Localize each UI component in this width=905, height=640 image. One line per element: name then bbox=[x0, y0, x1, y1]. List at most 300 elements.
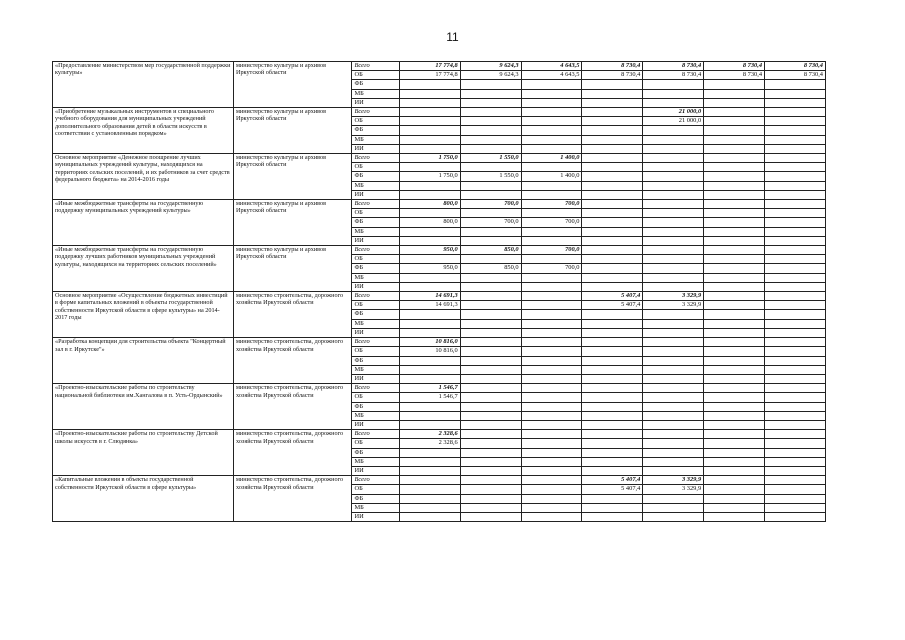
year-amount-cell: 14 691,3 bbox=[399, 292, 460, 301]
year-amount-cell bbox=[765, 476, 826, 485]
year-amount-cell bbox=[704, 411, 765, 420]
year-amount-cell bbox=[643, 154, 704, 163]
year-amount-cell bbox=[521, 466, 582, 475]
table-row bbox=[53, 154, 826, 163]
year-amount-cell: 8 730,4 bbox=[704, 71, 765, 80]
year-amount-cell: 700,0 bbox=[460, 218, 521, 227]
year-amount-cell bbox=[643, 430, 704, 439]
year-amount-cell bbox=[765, 328, 826, 337]
year-amount-cell bbox=[521, 190, 582, 199]
year-amount-cell bbox=[765, 485, 826, 494]
year-amount-cell bbox=[582, 190, 643, 199]
funding-source-cell: Всего bbox=[352, 246, 399, 255]
funding-source-cell: МБ bbox=[352, 135, 399, 144]
year-amount-cell bbox=[399, 126, 460, 135]
funding-source-cell: ФБ bbox=[352, 448, 399, 457]
year-amount-cell bbox=[521, 411, 582, 420]
funding-source-cell: МБ bbox=[352, 227, 399, 236]
year-amount-cell bbox=[521, 430, 582, 439]
funding-source-cell: ОБ bbox=[352, 255, 399, 264]
year-amount-cell bbox=[704, 89, 765, 98]
year-amount-cell bbox=[399, 411, 460, 420]
year-amount-cell bbox=[582, 347, 643, 356]
year-amount-cell: 17 774,8 bbox=[399, 71, 460, 80]
year-amount-cell bbox=[521, 384, 582, 393]
year-amount-cell: 700,0 bbox=[460, 200, 521, 209]
executor-cell: министерство строительства, дорожного хозяйства Иркутской области bbox=[233, 430, 352, 476]
year-amount-cell bbox=[704, 264, 765, 273]
year-amount-cell bbox=[643, 246, 704, 255]
funding-source-cell: ФБ bbox=[352, 218, 399, 227]
funding-source-cell: ОБ bbox=[352, 209, 399, 218]
funding-source-cell: ОБ bbox=[352, 439, 399, 448]
year-amount-cell bbox=[765, 430, 826, 439]
year-amount-cell bbox=[460, 144, 521, 153]
year-amount-cell: 8 730,4 bbox=[643, 71, 704, 80]
funding-source-cell: МБ bbox=[352, 273, 399, 282]
year-amount-cell bbox=[521, 494, 582, 503]
year-amount-cell bbox=[643, 209, 704, 218]
year-amount-cell bbox=[521, 135, 582, 144]
year-amount-cell bbox=[643, 439, 704, 448]
year-amount-cell bbox=[704, 218, 765, 227]
year-amount-cell: 5 407,4 bbox=[582, 301, 643, 310]
funding-source-cell: ФБ bbox=[352, 402, 399, 411]
year-amount-cell bbox=[643, 457, 704, 466]
year-amount-cell bbox=[643, 393, 704, 402]
year-amount-cell bbox=[399, 512, 460, 521]
year-amount-cell bbox=[765, 163, 826, 172]
year-amount-cell bbox=[582, 181, 643, 190]
table-row bbox=[53, 384, 826, 393]
year-amount-cell bbox=[704, 236, 765, 245]
year-amount-cell bbox=[521, 439, 582, 448]
year-amount-cell bbox=[460, 227, 521, 236]
year-amount-cell bbox=[704, 448, 765, 457]
year-amount-cell bbox=[643, 172, 704, 181]
year-amount-cell bbox=[521, 420, 582, 429]
year-amount-cell: 8 730,4 bbox=[582, 62, 643, 71]
year-amount-cell: 1 400,0 bbox=[521, 154, 582, 163]
year-amount-cell bbox=[704, 181, 765, 190]
year-amount-cell bbox=[399, 163, 460, 172]
activity-name-cell: «Иные межбюджетные трансферты на государственную поддержку муниципальных учреждений культуры» bbox=[53, 200, 234, 246]
year-amount-cell bbox=[643, 181, 704, 190]
year-amount-cell bbox=[460, 80, 521, 89]
year-amount-cell: 8 730,4 bbox=[765, 62, 826, 71]
year-amount-cell bbox=[399, 80, 460, 89]
year-amount-cell bbox=[399, 466, 460, 475]
year-amount-cell bbox=[582, 144, 643, 153]
year-amount-cell bbox=[521, 80, 582, 89]
year-amount-cell bbox=[521, 108, 582, 117]
year-amount-cell bbox=[582, 439, 643, 448]
year-amount-cell bbox=[704, 273, 765, 282]
year-amount-cell: 10 816,0 bbox=[399, 338, 460, 347]
year-amount-cell bbox=[582, 163, 643, 172]
year-amount-cell bbox=[521, 512, 582, 521]
year-amount-cell bbox=[765, 108, 826, 117]
year-amount-cell bbox=[765, 338, 826, 347]
year-amount-cell bbox=[521, 163, 582, 172]
year-amount-cell bbox=[582, 126, 643, 135]
year-amount-cell bbox=[765, 384, 826, 393]
year-amount-cell: 950,0 bbox=[399, 264, 460, 273]
year-amount-cell bbox=[460, 135, 521, 144]
year-amount-cell bbox=[460, 512, 521, 521]
year-amount-cell bbox=[643, 255, 704, 264]
year-amount-cell bbox=[521, 209, 582, 218]
year-amount-cell bbox=[399, 273, 460, 282]
funding-source-cell: Всего bbox=[352, 154, 399, 163]
funding-source-cell: МБ bbox=[352, 319, 399, 328]
year-amount-cell bbox=[704, 512, 765, 521]
table-row bbox=[53, 430, 826, 439]
year-amount-cell bbox=[399, 457, 460, 466]
year-amount-cell bbox=[643, 236, 704, 245]
funding-source-cell: МБ bbox=[352, 411, 399, 420]
year-amount-cell bbox=[765, 227, 826, 236]
year-amount-cell bbox=[765, 98, 826, 107]
funding-source-cell: ФБ bbox=[352, 80, 399, 89]
year-amount-cell bbox=[521, 181, 582, 190]
year-amount-cell bbox=[460, 319, 521, 328]
year-amount-cell bbox=[643, 448, 704, 457]
year-amount-cell bbox=[460, 181, 521, 190]
year-amount-cell bbox=[460, 338, 521, 347]
year-amount-cell bbox=[704, 319, 765, 328]
year-amount-cell bbox=[460, 89, 521, 98]
year-amount-cell bbox=[643, 144, 704, 153]
year-amount-cell bbox=[582, 236, 643, 245]
year-amount-cell bbox=[521, 227, 582, 236]
year-amount-cell bbox=[460, 494, 521, 503]
year-amount-cell bbox=[582, 172, 643, 181]
executor-cell: министерство культуры и архивов Иркутской области bbox=[233, 154, 352, 200]
year-amount-cell bbox=[399, 319, 460, 328]
year-amount-cell bbox=[460, 402, 521, 411]
year-amount-cell bbox=[399, 420, 460, 429]
funding-source-cell: ИИ bbox=[352, 420, 399, 429]
year-amount-cell bbox=[643, 190, 704, 199]
year-amount-cell bbox=[460, 126, 521, 135]
year-amount-cell bbox=[460, 273, 521, 282]
year-amount-cell bbox=[704, 108, 765, 117]
funding-source-cell: Всего bbox=[352, 292, 399, 301]
table-row bbox=[53, 200, 826, 209]
year-amount-cell bbox=[643, 466, 704, 475]
year-amount-cell bbox=[643, 126, 704, 135]
year-amount-cell bbox=[704, 328, 765, 337]
funding-source-cell: ОБ bbox=[352, 117, 399, 126]
year-amount-cell bbox=[399, 108, 460, 117]
year-amount-cell bbox=[704, 246, 765, 255]
funding-source-cell: Всего bbox=[352, 200, 399, 209]
executor-cell: министерство культуры и архивов Иркутской области bbox=[233, 62, 352, 108]
year-amount-cell bbox=[765, 264, 826, 273]
year-amount-cell bbox=[765, 457, 826, 466]
year-amount-cell bbox=[704, 384, 765, 393]
year-amount-cell bbox=[704, 420, 765, 429]
year-amount-cell bbox=[704, 154, 765, 163]
year-amount-cell bbox=[582, 356, 643, 365]
year-amount-cell bbox=[643, 218, 704, 227]
year-amount-cell bbox=[460, 292, 521, 301]
year-amount-cell bbox=[765, 512, 826, 521]
funding-source-cell: Всего bbox=[352, 62, 399, 71]
year-amount-cell bbox=[643, 282, 704, 291]
funding-source-cell: ИИ bbox=[352, 144, 399, 153]
year-amount-cell bbox=[765, 420, 826, 429]
year-amount-cell: 8 730,4 bbox=[765, 71, 826, 80]
year-amount-cell bbox=[643, 338, 704, 347]
year-amount-cell bbox=[582, 200, 643, 209]
funding-source-cell: ФБ bbox=[352, 172, 399, 181]
year-amount-cell bbox=[765, 218, 826, 227]
year-amount-cell: 4 643,5 bbox=[521, 62, 582, 71]
year-amount-cell: 5 407,4 bbox=[582, 485, 643, 494]
year-amount-cell bbox=[399, 328, 460, 337]
year-amount-cell bbox=[582, 374, 643, 383]
year-amount-cell bbox=[643, 163, 704, 172]
year-amount-cell bbox=[399, 485, 460, 494]
year-amount-cell bbox=[765, 301, 826, 310]
funding-source-cell: Всего bbox=[352, 108, 399, 117]
year-amount-cell bbox=[704, 190, 765, 199]
year-amount-cell bbox=[582, 512, 643, 521]
funding-source-cell: МБ bbox=[352, 503, 399, 512]
year-amount-cell bbox=[399, 236, 460, 245]
year-amount-cell bbox=[582, 402, 643, 411]
funding-source-cell: ИИ bbox=[352, 466, 399, 475]
year-amount-cell bbox=[521, 319, 582, 328]
year-amount-cell bbox=[704, 485, 765, 494]
year-amount-cell: 1 400,0 bbox=[521, 172, 582, 181]
year-amount-cell bbox=[765, 356, 826, 365]
table-row bbox=[53, 292, 826, 301]
year-amount-cell bbox=[399, 494, 460, 503]
year-amount-cell bbox=[765, 154, 826, 163]
year-amount-cell bbox=[460, 255, 521, 264]
year-amount-cell bbox=[460, 411, 521, 420]
year-amount-cell bbox=[765, 200, 826, 209]
year-amount-cell: 5 407,4 bbox=[582, 292, 643, 301]
executor-cell: министерство культуры и архивов Иркутской области bbox=[233, 108, 352, 154]
table-row bbox=[53, 338, 826, 347]
year-amount-cell: 1 550,0 bbox=[460, 172, 521, 181]
year-amount-cell bbox=[582, 430, 643, 439]
year-amount-cell: 700,0 bbox=[521, 246, 582, 255]
funding-source-cell: ОБ bbox=[352, 163, 399, 172]
year-amount-cell bbox=[765, 393, 826, 402]
funding-source-cell: ОБ bbox=[352, 71, 399, 80]
year-amount-cell bbox=[582, 503, 643, 512]
year-amount-cell bbox=[765, 89, 826, 98]
year-amount-cell bbox=[460, 328, 521, 337]
year-amount-cell bbox=[704, 347, 765, 356]
year-amount-cell bbox=[704, 374, 765, 383]
year-amount-cell bbox=[399, 365, 460, 374]
year-amount-cell bbox=[704, 503, 765, 512]
year-amount-cell bbox=[582, 89, 643, 98]
year-amount-cell bbox=[765, 246, 826, 255]
table-row bbox=[53, 108, 826, 117]
year-amount-cell bbox=[704, 172, 765, 181]
year-amount-cell bbox=[765, 236, 826, 245]
year-amount-cell bbox=[765, 374, 826, 383]
year-amount-cell bbox=[704, 301, 765, 310]
year-amount-cell bbox=[765, 494, 826, 503]
year-amount-cell bbox=[460, 356, 521, 365]
funding-source-cell: ИИ bbox=[352, 328, 399, 337]
year-amount-cell bbox=[704, 135, 765, 144]
year-amount-cell bbox=[765, 255, 826, 264]
year-amount-cell bbox=[704, 144, 765, 153]
funding-source-cell: ИИ bbox=[352, 374, 399, 383]
year-amount-cell bbox=[521, 282, 582, 291]
year-amount-cell bbox=[460, 365, 521, 374]
year-amount-cell bbox=[765, 347, 826, 356]
activity-name-cell: «Капитальные вложения в объекты государственной собственности Иркутской области в сфере культуры» bbox=[53, 476, 234, 522]
funding-source-cell: ФБ bbox=[352, 494, 399, 503]
year-amount-cell bbox=[643, 319, 704, 328]
year-amount-cell bbox=[521, 347, 582, 356]
year-amount-cell bbox=[582, 154, 643, 163]
year-amount-cell bbox=[765, 209, 826, 218]
year-amount-cell bbox=[704, 393, 765, 402]
year-amount-cell: 700,0 bbox=[521, 218, 582, 227]
year-amount-cell bbox=[460, 190, 521, 199]
activity-name-cell: «Проектно-изыскательские работы по строительству национальной библиотеки им.Хангалова в п. Усть-Ордынский» bbox=[53, 384, 234, 430]
year-amount-cell bbox=[521, 310, 582, 319]
year-amount-cell bbox=[704, 255, 765, 264]
year-amount-cell bbox=[521, 374, 582, 383]
year-amount-cell: 3 329,9 bbox=[643, 301, 704, 310]
year-amount-cell bbox=[643, 135, 704, 144]
year-amount-cell bbox=[521, 393, 582, 402]
table-row bbox=[53, 246, 826, 255]
year-amount-cell: 2 328,6 bbox=[399, 439, 460, 448]
year-amount-cell bbox=[399, 503, 460, 512]
year-amount-cell bbox=[643, 98, 704, 107]
year-amount-cell bbox=[521, 503, 582, 512]
year-amount-cell bbox=[399, 190, 460, 199]
year-amount-cell bbox=[765, 292, 826, 301]
year-amount-cell bbox=[460, 503, 521, 512]
year-amount-cell bbox=[582, 393, 643, 402]
year-amount-cell bbox=[399, 282, 460, 291]
year-amount-cell bbox=[521, 292, 582, 301]
year-amount-cell: 1 546,7 bbox=[399, 384, 460, 393]
funding-source-cell: ИИ bbox=[352, 282, 399, 291]
year-amount-cell bbox=[704, 402, 765, 411]
year-amount-cell bbox=[582, 365, 643, 374]
year-amount-cell bbox=[582, 218, 643, 227]
year-amount-cell bbox=[765, 365, 826, 374]
year-amount-cell bbox=[582, 310, 643, 319]
year-amount-cell bbox=[704, 227, 765, 236]
year-amount-cell bbox=[765, 402, 826, 411]
year-amount-cell bbox=[460, 485, 521, 494]
year-amount-cell bbox=[765, 144, 826, 153]
year-amount-cell bbox=[521, 402, 582, 411]
year-amount-cell bbox=[521, 476, 582, 485]
year-amount-cell: 17 774,8 bbox=[399, 62, 460, 71]
year-amount-cell bbox=[704, 126, 765, 135]
funding-source-cell: Всего bbox=[352, 338, 399, 347]
year-amount-cell bbox=[582, 411, 643, 420]
table-row bbox=[53, 476, 826, 485]
funding-source-cell: МБ bbox=[352, 457, 399, 466]
year-amount-cell bbox=[521, 236, 582, 245]
year-amount-cell bbox=[765, 190, 826, 199]
year-amount-cell bbox=[765, 448, 826, 457]
year-amount-cell bbox=[460, 347, 521, 356]
year-amount-cell bbox=[399, 135, 460, 144]
year-amount-cell bbox=[704, 356, 765, 365]
funding-source-cell: ИИ bbox=[352, 512, 399, 521]
year-amount-cell bbox=[765, 466, 826, 475]
funding-source-cell: ФБ bbox=[352, 356, 399, 365]
year-amount-cell bbox=[643, 356, 704, 365]
year-amount-cell bbox=[399, 98, 460, 107]
year-amount-cell bbox=[460, 163, 521, 172]
year-amount-cell bbox=[521, 98, 582, 107]
year-amount-cell bbox=[399, 476, 460, 485]
year-amount-cell bbox=[643, 512, 704, 521]
year-amount-cell bbox=[582, 466, 643, 475]
year-amount-cell: 1 750,0 bbox=[399, 154, 460, 163]
year-amount-cell: 3 329,9 bbox=[643, 485, 704, 494]
funding-source-cell: Всего bbox=[352, 430, 399, 439]
funding-source-cell: ФБ bbox=[352, 126, 399, 135]
funding-source-cell: ОБ bbox=[352, 393, 399, 402]
year-amount-cell bbox=[704, 117, 765, 126]
year-amount-cell bbox=[643, 328, 704, 337]
year-amount-cell bbox=[460, 301, 521, 310]
funding-source-cell: МБ bbox=[352, 181, 399, 190]
funding-source-cell: МБ bbox=[352, 365, 399, 374]
year-amount-cell bbox=[582, 117, 643, 126]
year-amount-cell bbox=[704, 430, 765, 439]
year-amount-cell: 21 000,0 bbox=[643, 108, 704, 117]
year-amount-cell bbox=[521, 89, 582, 98]
year-amount-cell bbox=[582, 457, 643, 466]
year-amount-cell bbox=[643, 273, 704, 282]
activity-name-cell: «Разработка концепции для строительства объекта "Концертный зал в г. Иркутске"» bbox=[53, 338, 234, 384]
year-amount-cell bbox=[460, 310, 521, 319]
funding-source-cell: ИИ bbox=[352, 236, 399, 245]
year-amount-cell bbox=[521, 117, 582, 126]
year-amount-cell bbox=[765, 503, 826, 512]
year-amount-cell bbox=[460, 282, 521, 291]
year-amount-cell bbox=[704, 98, 765, 107]
year-amount-cell: 8 730,4 bbox=[704, 62, 765, 71]
year-amount-cell bbox=[704, 292, 765, 301]
year-amount-cell bbox=[521, 485, 582, 494]
year-amount-cell bbox=[399, 448, 460, 457]
year-amount-cell bbox=[704, 439, 765, 448]
year-amount-cell bbox=[765, 135, 826, 144]
year-amount-cell bbox=[582, 494, 643, 503]
year-amount-cell bbox=[643, 384, 704, 393]
year-amount-cell: 1 750,0 bbox=[399, 172, 460, 181]
year-amount-cell bbox=[643, 365, 704, 374]
year-amount-cell bbox=[521, 365, 582, 374]
year-amount-cell: 3 329,9 bbox=[643, 476, 704, 485]
year-amount-cell bbox=[399, 144, 460, 153]
year-amount-cell bbox=[460, 117, 521, 126]
